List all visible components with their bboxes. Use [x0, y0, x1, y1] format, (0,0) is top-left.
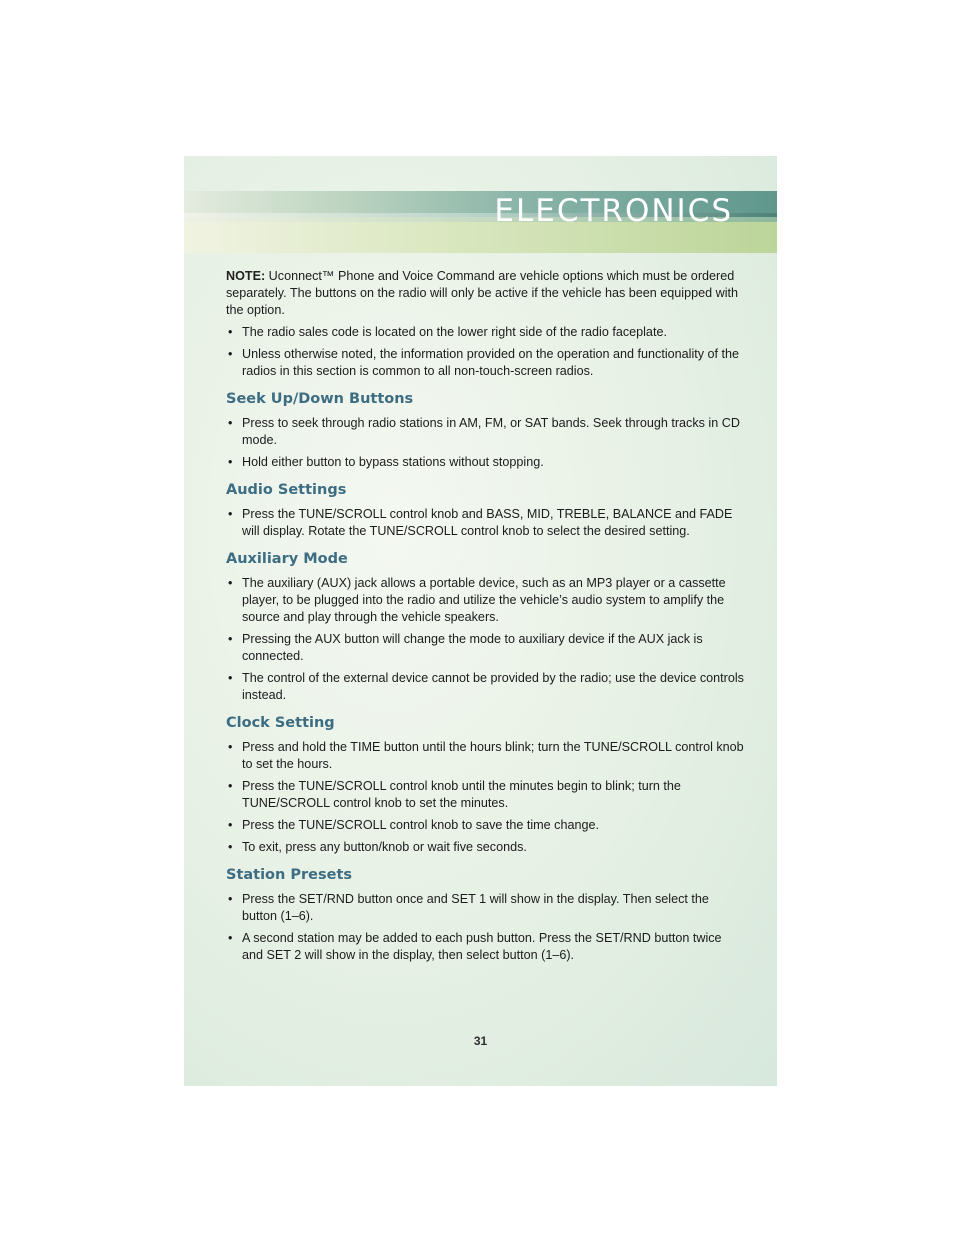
- page-content: [226, 268, 746, 969]
- list-item: • The control of the external device cannot be provided by the radio; use the device controls instead.: [226, 670, 746, 704]
- section-heading-auxiliary: Auxiliary Mode: [226, 551, 348, 567]
- bullet-list-auxiliary: [226, 575, 746, 704]
- section-heading-presets: Station Presets: [226, 867, 353, 883]
- section-title: ELECTRONICS: [494, 193, 733, 229]
- list-item: • The auxiliary (AUX) jack allows a portable device, such as an MP3 player or a cassette player, to be plugged into the radio and utilize the vehicle’s audio system to amplify the source and play through the vehicle speakers.: [226, 575, 746, 626]
- list-item: • Press the SET/RND button once and SET 1 will show in the display. Then select the button (1–6).: [226, 891, 746, 925]
- note-paragraph: [226, 268, 746, 319]
- list-item: • Pressing the AUX button will change the mode to auxiliary device if the AUX jack is connected.: [226, 631, 746, 665]
- bullet-list-clock: [226, 739, 746, 856]
- list-item: • Hold either button to bypass stations without stopping.: [226, 454, 746, 471]
- intro-bullet-list: [226, 324, 746, 380]
- section-heading-audio: Audio Settings: [226, 482, 347, 498]
- list-item: • Press the TUNE/SCROLL control knob to save the time change.: [226, 817, 746, 834]
- list-item: • Press the TUNE/SCROLL control knob until the minutes begin to blink; turn the TUNE/SCROLL control knob to set the minutes.: [226, 778, 746, 812]
- section-banner: [184, 191, 777, 253]
- page-number: 31: [473, 1034, 488, 1048]
- list-item: • Press and hold the TIME button until the hours blink; turn the TUNE/SCROLL control knob to set the hours.: [226, 739, 746, 773]
- list-item: • Press the TUNE/SCROLL control knob and BASS, MID, TREBLE, BALANCE and FADE will display. Rotate the TUNE/SCROLL control knob to select the desired setting.: [226, 506, 746, 540]
- section-heading-clock: Clock Setting: [226, 715, 335, 731]
- list-item: • Press to seek through radio stations in AM, FM, or SAT bands. Seek through tracks in CD mode.: [226, 415, 746, 449]
- bullet-list-seek: [226, 415, 746, 471]
- list-item: • A second station may be added to each push button. Press the SET/RND button twice and SET 2 will show in the display, then select button (1–6).: [226, 930, 746, 964]
- note-text: Uconnect™ Phone and Voice Command are vehicle options which must be ordered separately. The buttons on the radio will only be active if the vehicle has been equipped with the option.: [226, 269, 739, 317]
- list-item: • Unless otherwise noted, the information provided on the operation and functionality of the radios in this section is common to all non-touch-screen radios.: [226, 346, 746, 380]
- bullet-list-presets: [226, 891, 746, 964]
- note-label: NOTE:: [226, 269, 266, 283]
- list-item: • The radio sales code is located on the lower right side of the radio faceplate.: [226, 324, 746, 341]
- bullet-list-audio: [226, 506, 746, 540]
- section-heading-seek: Seek Up/Down Buttons: [226, 391, 414, 407]
- list-item: • To exit, press any button/knob or wait five seconds.: [226, 839, 746, 856]
